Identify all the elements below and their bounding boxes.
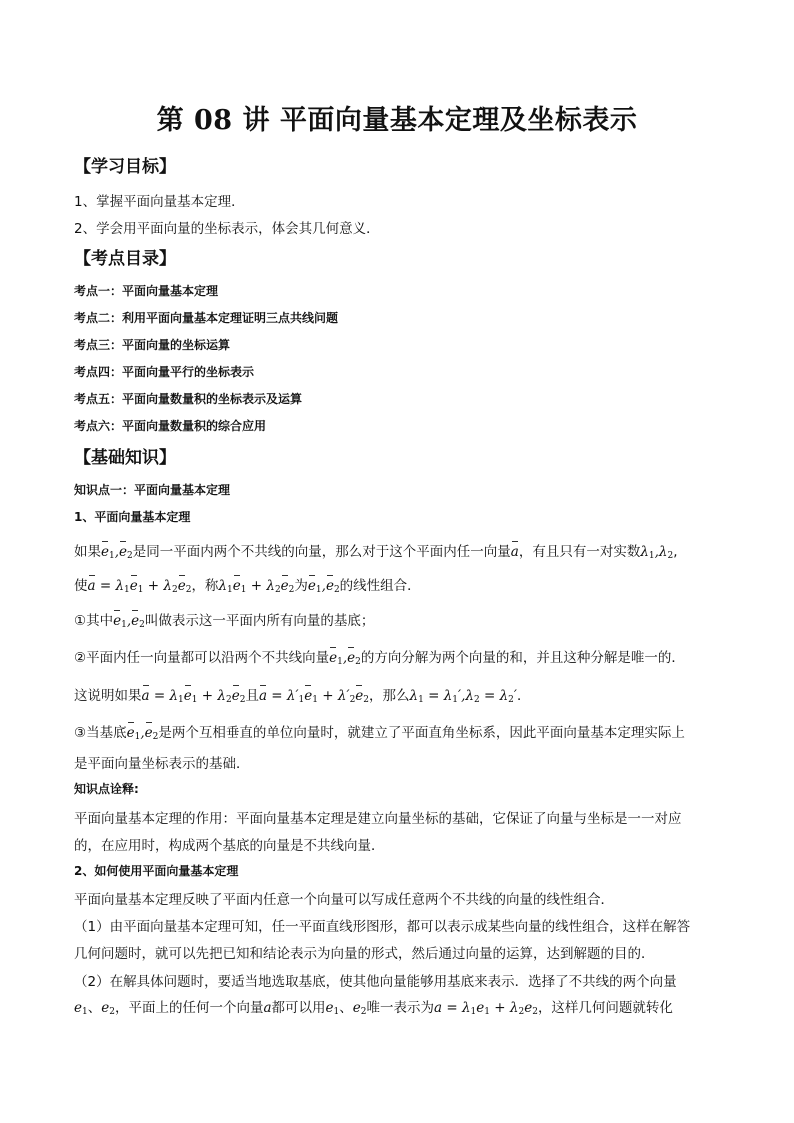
usage-line-3: 几何问题时，就可以先把已知和结论表示为向量的形式，然后通过向量的运算，达到解题的目的．	[74, 946, 655, 962]
section-heading-catalog: 【考点目录】	[74, 249, 176, 269]
theorem-line-2: 使$a = \lambda_1e_1 + \lambda_2e_2$，称$\lambda_1e_1 + \lambda_2e_2$为$e_1,e_2$的线性组合．	[74, 578, 421, 595]
text: 是同一平面内两个不共线的向量，那么对于这个平面内任一向量	[132, 544, 511, 560]
theorem-line-5: 这说明如果$a = \lambda_1e_1 + \lambda_2e_2$且$a = \lambda'_1e_1 + \lambda'_2e_2$，那么$\lambda_1 = \lambda_1',\lambda_2 = \lambda_2'$．	[74, 688, 531, 705]
basis-e1e2: $e_1,e_2$	[307, 578, 340, 595]
formula-a-lambda-prime: $a = \lambda'_1e_1 + \lambda'_2e_2$	[258, 688, 370, 705]
knowledge-point-heading: 知识点一：平面向量基本定理	[74, 483, 231, 497]
section-heading-basics: 【基础知识】	[74, 448, 176, 468]
catalog-item-5: 考点五：平面向量数量积的坐标表示及运算	[74, 392, 303, 406]
goal-line-1: 1、掌握平面向量基本定理．	[74, 194, 245, 210]
vector-a: a	[510, 544, 519, 560]
explain-line-2: 的，在应用时，构成两个基底的向量是不共线向量．	[74, 838, 385, 854]
goal-line-2: 2、学会用平面向量的坐标表示，体会其几何意义．	[74, 221, 380, 237]
catalog-item-1: 考点一：平面向量基本定理	[74, 284, 219, 298]
explain-heading: 知识点诠释:	[74, 782, 139, 796]
basis-e1e2: $e_1,e_2$	[113, 613, 145, 630]
text: ，有且只有一对实数	[518, 544, 641, 560]
vector-e2: $e_2$	[352, 1000, 367, 1017]
subheading-usage: 2、如何使用平面向量基本定理	[74, 864, 239, 878]
usage-line-5: $e_1$、$e_2$，平面上的任何一个向量a都可以用$e_1$、$e_2$唯一表示为$a = \lambda_1e_1 + \lambda_2e_2$，这样几何问题就转化	[74, 1000, 673, 1017]
usage-line-2: （1）由平面向量基本定理可知，任一平面直线形图形，都可以表示成某些向量的线性组合，这样在解答	[74, 919, 691, 935]
theorem-line-7: 是平面向量坐标表示的基础．	[74, 756, 250, 772]
basis-e1e2: $e_1,e_2$	[126, 725, 159, 742]
page-title: 第 08 讲 平面向量基本定理及坐标表示	[156, 105, 638, 136]
formula-a-lambda: $a = \lambda_1e_1 + \lambda_2e_2$	[141, 688, 246, 705]
formula-lambda-equal: $\lambda_1 = \lambda_1',\lambda_2 = \lambda_2'$	[409, 688, 517, 705]
vector-e1: $e_1$	[325, 1000, 340, 1017]
usage-line-1: 平面向量基本定理反映了平面内任意一个向量可以写成任意两个不共线的向量的线性组合．	[74, 892, 614, 908]
theorem-line-6: ③当基底$e_1,e_2$是两个互相垂直的单位向量时，就建立了平面直角坐标系，因此平面向量基本定理实际上	[74, 725, 685, 742]
explain-line-1: 平面向量基本定理的作用：平面向量基本定理是建立向量坐标的基础，它保证了向量与坐标是一一对应	[74, 811, 682, 827]
catalog-item-4: 考点四：平面向量平行的坐标表示	[74, 365, 255, 379]
section-heading-goals: 【学习目标】	[74, 157, 176, 177]
vector-e2: $e_2$	[101, 1000, 115, 1017]
theorem-line-1: 如果$e_1,e_2$是同一平面内两个不共线的向量，那么对于这个平面内任一向量a，有且只有一对实数$\lambda_1,\lambda_2$,	[74, 544, 678, 561]
formula-linear-combination: $\lambda_1e_1 + \lambda_2e_2$	[218, 578, 295, 595]
subheading-theorem: 1、平面向量基本定理	[74, 510, 191, 524]
theorem-line-4: ②平面内任一向量都可以沿两个不共线向量$e_1,e_2$的方向分解为两个向量的和，并且这种分解是唯一的．	[74, 650, 685, 667]
text: 如果	[74, 544, 101, 560]
catalog-item-6: 考点六：平面向量数量积的综合应用	[74, 419, 267, 433]
basis-e1e2: $e_1,e_2$	[101, 544, 133, 561]
lambda-pair: $\lambda_1,\lambda_2$	[640, 544, 674, 561]
vector-e1: $e_1$	[74, 1000, 88, 1017]
formula-a-lambda: $a = \lambda_1e_1 + \lambda_2e_2$	[87, 578, 192, 595]
catalog-item-2: 考点二：利用平面向量基本定理证明三点共线问题	[74, 311, 339, 325]
formula-a-lambda: $a = \lambda_1e_1 + \lambda_2e_2$	[434, 1000, 538, 1017]
theorem-line-3: ①其中$e_1,e_2$叫做表示这一平面内所有向量的基底；	[74, 613, 375, 630]
basis-e1e2: $e_1,e_2$	[329, 650, 361, 667]
vector-a: a	[263, 1000, 272, 1016]
usage-line-4: （2）在解具体问题时，要适当地选取基底，使其他向量能够用基底来表示．选择了不共线的两个向量	[74, 974, 677, 990]
catalog-item-3: 考点三：平面向量的坐标运算	[74, 338, 231, 352]
